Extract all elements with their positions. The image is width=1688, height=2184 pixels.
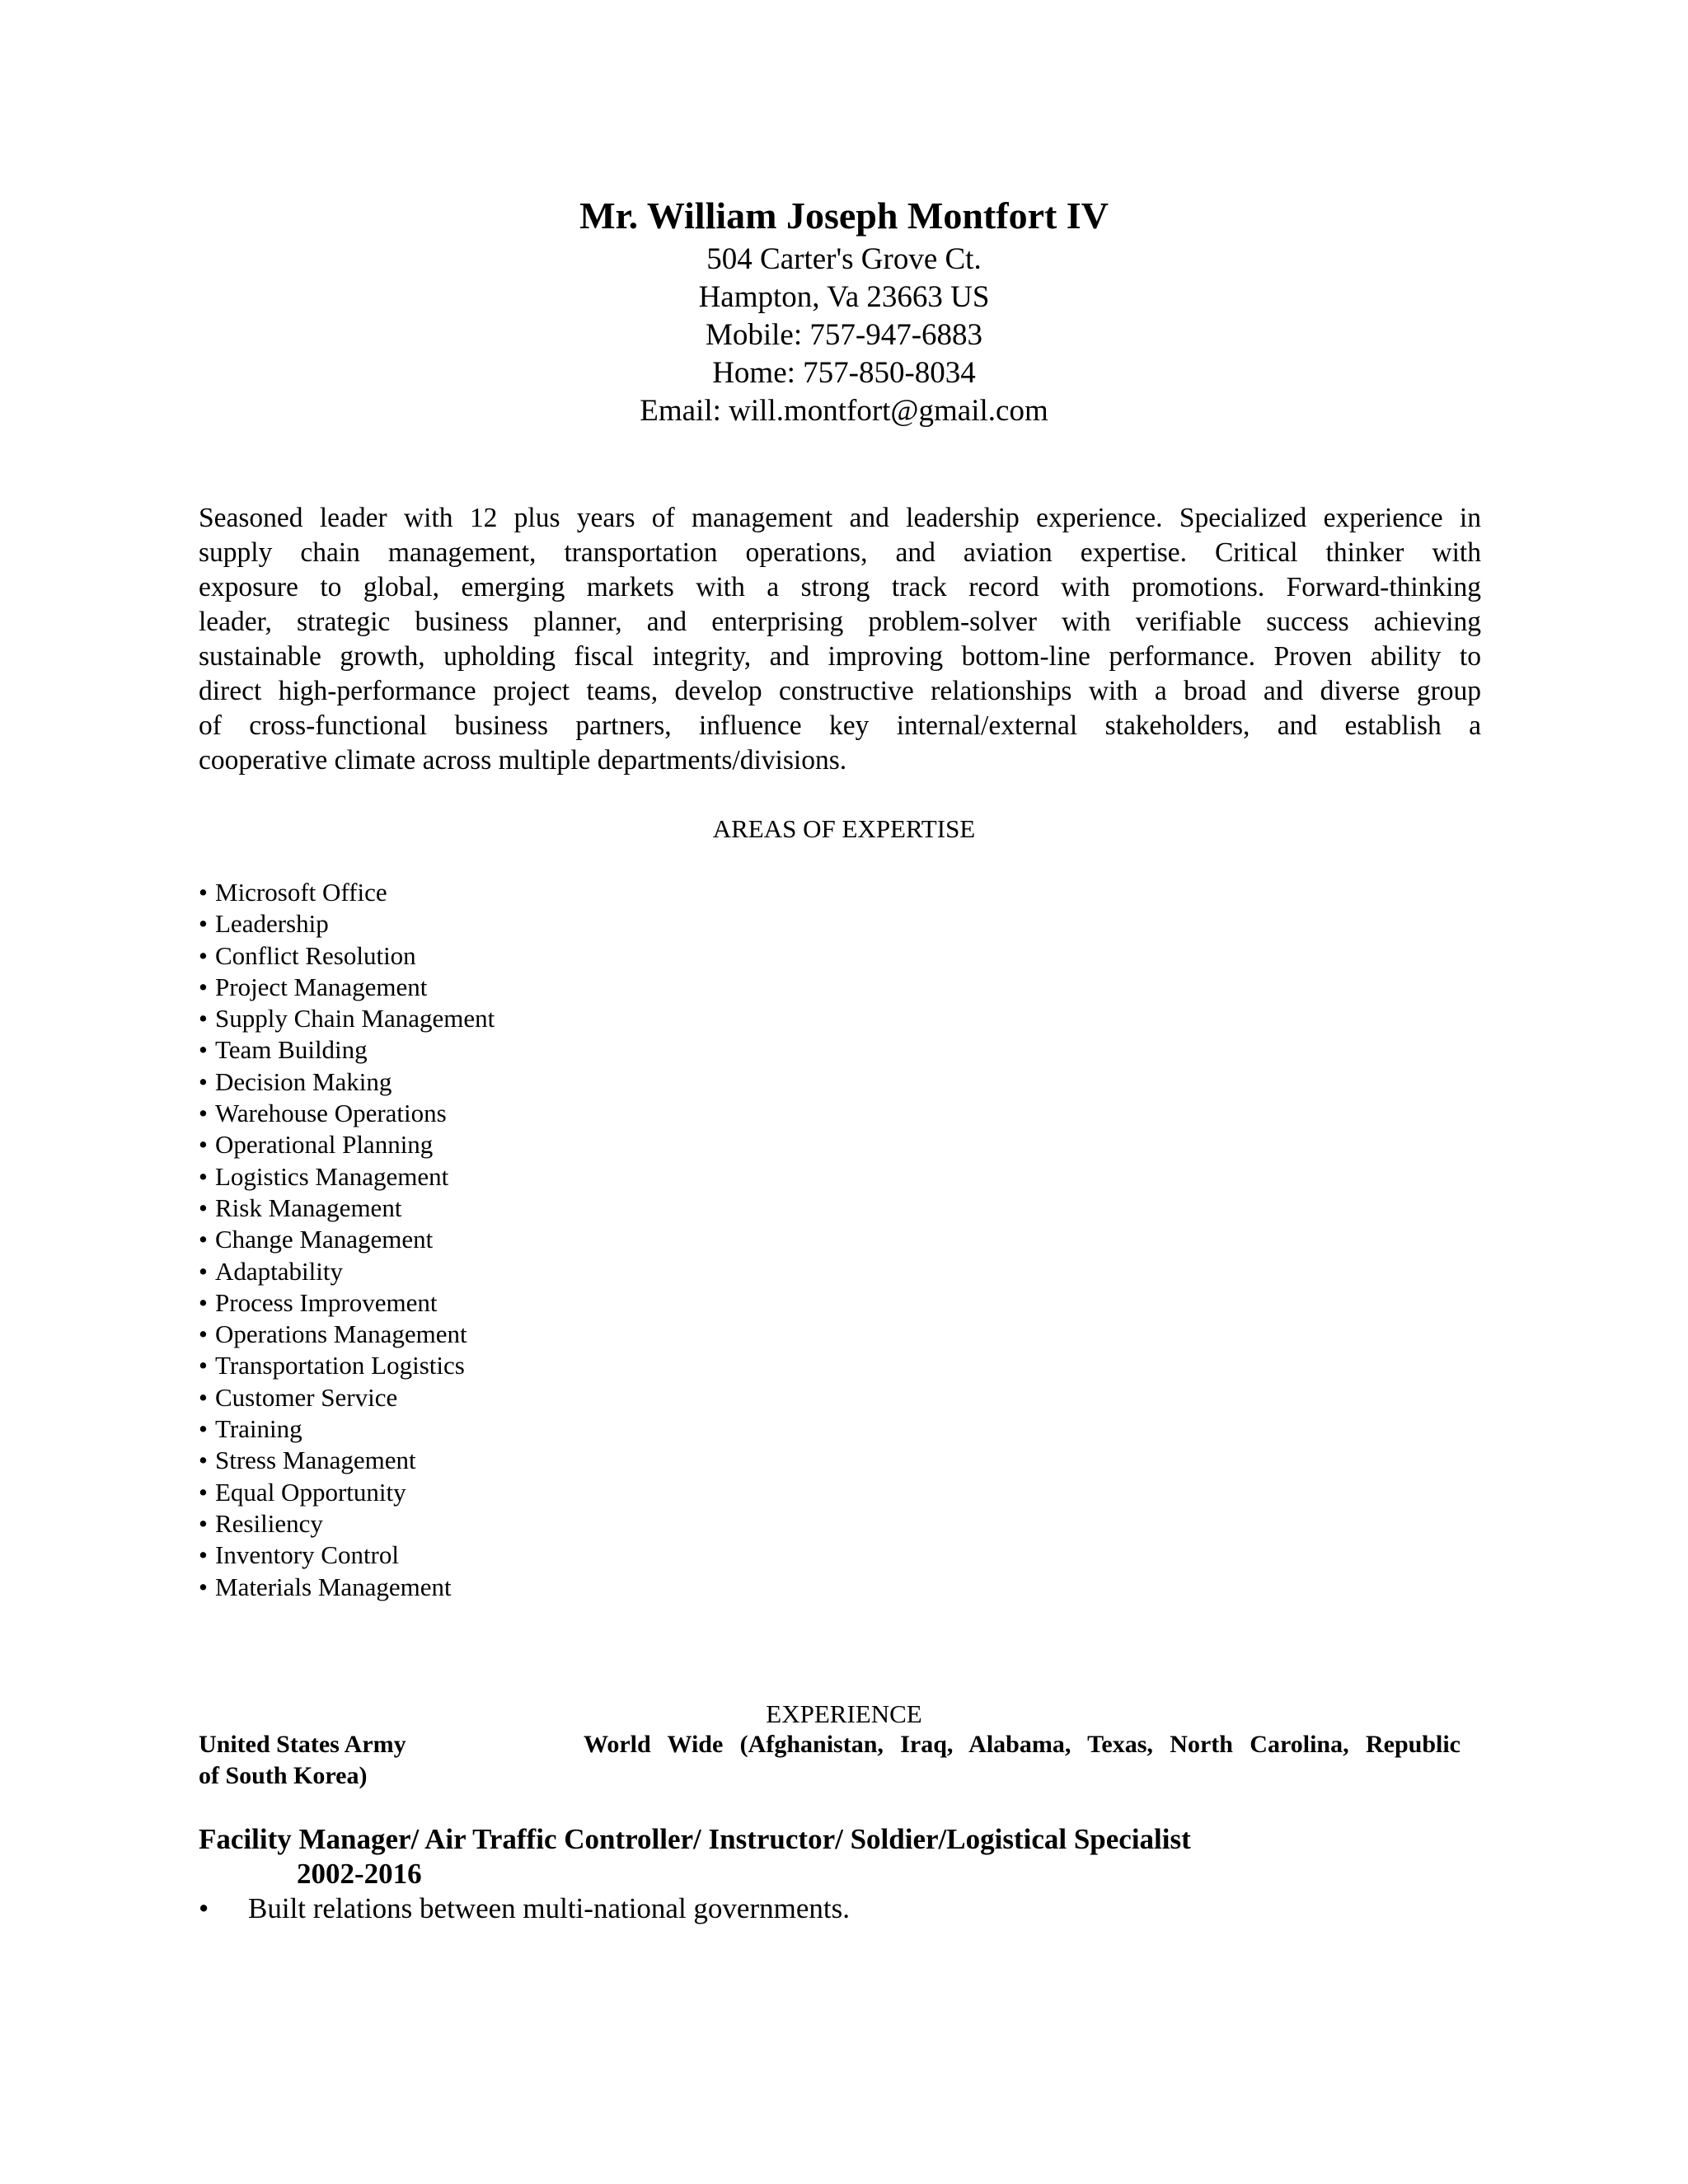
list-item — [199, 1161, 495, 1193]
bullet-glyph: • — [199, 1414, 208, 1444]
skill-label: Operational Planning — [215, 1130, 434, 1160]
skill-label: Risk Management — [215, 1193, 402, 1222]
bullet-glyph: • — [199, 940, 208, 970]
bullet-glyph: • — [199, 1892, 209, 1924]
bullet-glyph: • — [199, 1446, 208, 1475]
email-address: Email: will.montfort@gmail.com — [640, 394, 1048, 428]
summary-line: cooperative climate across multiple departments/divisions. — [199, 745, 847, 776]
list-item — [199, 1003, 495, 1034]
list-item — [199, 1034, 495, 1066]
skill-label: Project Management — [215, 972, 428, 1001]
summary-line: leader, strategic business planner, and enterprising problem-solver with verifiable success achieving — [199, 607, 1481, 637]
home-phone: Home: 757-850-8034 — [712, 356, 976, 390]
list-item — [199, 1256, 495, 1287]
bullet-glyph: • — [199, 1161, 208, 1191]
bullet-glyph: • — [199, 1351, 208, 1380]
skill-label: Logistics Management — [215, 1161, 449, 1191]
skill-label: Conflict Resolution — [215, 940, 416, 970]
bullet-glyph: • — [199, 1287, 208, 1317]
list-item — [199, 1319, 495, 1350]
list-item — [199, 1413, 495, 1445]
duty-text: Built relations between multi-national governments. — [248, 1892, 850, 1924]
professional-summary — [199, 501, 1481, 778]
skill-label: Operations Management — [215, 1319, 467, 1349]
skill-label: Supply Chain Management — [215, 1004, 495, 1033]
list-item — [199, 1445, 495, 1476]
skill-label: Decision Making — [215, 1066, 392, 1096]
experience-heading: EXPERIENCE — [766, 1699, 922, 1728]
bullet-glyph: • — [199, 1004, 208, 1033]
bullet-glyph: • — [199, 1508, 208, 1538]
bullet-glyph: • — [199, 972, 208, 1001]
skill-label: Training — [215, 1414, 302, 1444]
bullet-glyph: • — [199, 878, 208, 907]
address-line-2: Hampton, Va 23663 US — [698, 280, 990, 314]
address-line-1: 504 Carter's Grove Ct. — [706, 242, 982, 276]
employer-location-continued: of South Korea) — [199, 1762, 368, 1789]
skill-label: Process Improvement — [215, 1287, 438, 1317]
list-item — [199, 1193, 495, 1224]
summary-line: of cross-functional business partners, influence key internal/external stakeholders, and establish a — [199, 710, 1481, 741]
list-item — [199, 1508, 495, 1540]
list-item — [199, 1098, 495, 1129]
list-item — [199, 1540, 495, 1571]
bullet-glyph: • — [199, 909, 208, 939]
summary-line: Seasoned leader with 12 plus years of management and leadership experience. Specialized experience in — [199, 503, 1481, 533]
employer-location: World Wide (Afghanistan, Iraq, Alabama, Texas, North Carolina, Republic — [584, 1731, 1461, 1758]
skill-label: Team Building — [215, 1035, 368, 1065]
skill-label: Equal Opportunity — [215, 1477, 406, 1507]
bullet-glyph: • — [199, 1572, 208, 1601]
skill-label: Transportation Logistics — [215, 1351, 465, 1380]
job-title: Facility Manager/ Air Traffic Controller/ Instructor/ Soldier/Logistical Specialist — [199, 1823, 1191, 1855]
summary-line: exposure to global, emerging markets with a strong track record with promotions. Forward-thinking — [199, 572, 1481, 602]
summary-line: sustainable growth, upholding fiscal integrity, and improving bottom-line performance. Proven ability to — [199, 641, 1481, 672]
list-item — [199, 1572, 495, 1603]
bullet-glyph: • — [199, 1477, 208, 1507]
list-item — [199, 1477, 495, 1508]
bullet-glyph: • — [199, 1035, 208, 1065]
list-item — [199, 1350, 495, 1381]
list-item — [199, 1224, 495, 1255]
list-item — [199, 1129, 495, 1160]
list-item — [199, 972, 495, 1003]
list-item — [199, 1382, 495, 1413]
bullet-glyph: • — [199, 1256, 208, 1286]
list-item — [199, 1287, 495, 1319]
skill-label: Change Management — [215, 1225, 434, 1254]
bullet-glyph: • — [199, 1319, 208, 1349]
bullet-glyph: • — [199, 1130, 208, 1160]
skill-label: Inventory Control — [215, 1540, 399, 1570]
bullet-glyph: • — [199, 1193, 208, 1222]
skill-label: Microsoft Office — [215, 878, 387, 907]
summary-line: direct high-performance project teams, develop constructive relationships with a broad and diverse group — [199, 676, 1481, 706]
areas-of-expertise-heading: AREAS OF EXPERTISE — [712, 814, 976, 843]
list-item — [199, 877, 495, 908]
summary-line: supply chain management, transportation operations, and aviation expertise. Critical thinker with — [199, 537, 1481, 568]
bullet-glyph: • — [199, 1382, 208, 1412]
employer-name: United States Army — [199, 1731, 406, 1758]
list-item — [199, 1066, 495, 1098]
skill-label: Materials Management — [215, 1572, 452, 1601]
skill-label: Stress Management — [215, 1446, 416, 1475]
job-dates: 2002-2016 — [297, 1858, 422, 1890]
skill-label: Customer Service — [215, 1382, 398, 1412]
bullet-glyph: • — [199, 1540, 208, 1570]
skill-label: Adaptability — [215, 1256, 343, 1286]
bullet-glyph: • — [199, 1066, 208, 1096]
list-item — [199, 908, 495, 940]
candidate-name: Mr. William Joseph Montfort IV — [579, 194, 1109, 237]
list-item — [199, 940, 495, 972]
mobile-phone: Mobile: 757-947-6883 — [705, 318, 983, 352]
skill-label: Leadership — [215, 909, 329, 939]
skill-label: Resiliency — [215, 1508, 323, 1538]
expertise-list — [199, 877, 495, 1603]
skill-label: Warehouse Operations — [215, 1099, 447, 1128]
bullet-glyph: • — [199, 1225, 208, 1254]
bullet-glyph: • — [199, 1099, 208, 1128]
duty-item — [199, 1891, 850, 1927]
